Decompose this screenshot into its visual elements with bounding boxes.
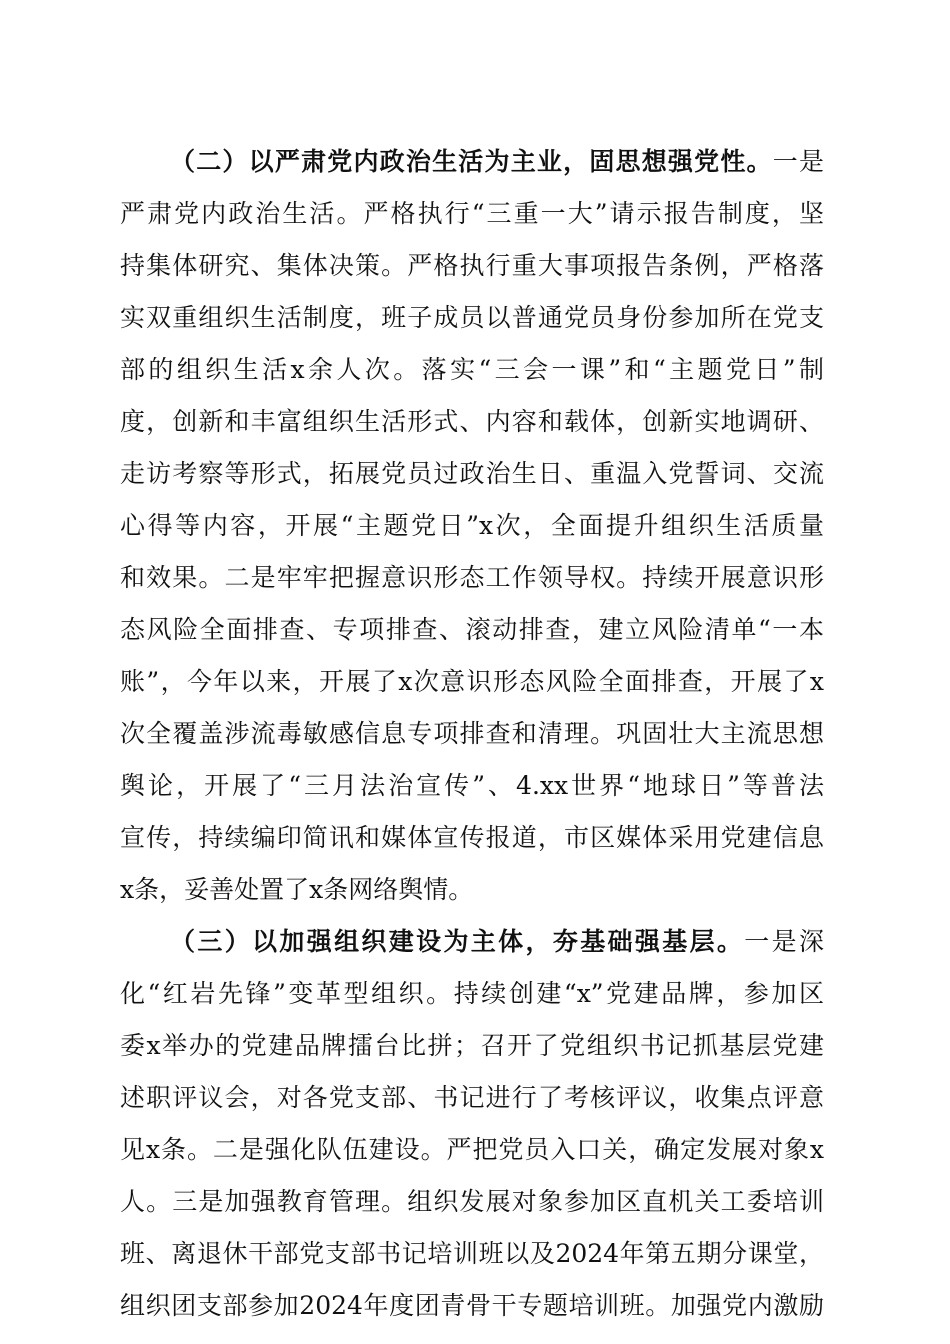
- paragraph-2-line-4: 实双重组织生活制度，班子成员以普通党员身份参加所在党支: [120, 303, 824, 332]
- paragraph-2-line-9: 和效果。二是牢牢把握意识形态工作领导权。持续开展意识形: [120, 563, 824, 592]
- paragraph-2-line-12: 次全覆盖涉流毒敏感信息专项排查和清理。巩固壮大主流思想: [120, 719, 824, 748]
- paragraph-3-heading: （三）以加强组织建设为主体，夯基础强基层。: [170, 927, 745, 956]
- paragraph-2-line-10: 态风险全面排查、专项排查、滚动排查，建立风险清单“一本: [120, 615, 824, 644]
- paragraph-2-line-6: 度，创新和丰富组织生活形式、内容和载体，创新实地调研、: [120, 407, 824, 436]
- paragraph-2-line-15: x条，妥善处置了x条网络舆情。: [120, 875, 474, 904]
- paragraph-3-line-7: 班、离退休干部党支部书记培训班以及2024年第五期分课堂，: [120, 1239, 824, 1268]
- paragraph-3-line-1: （三）以加强组织建设为主体，夯基础强基层。一是深: [170, 927, 824, 956]
- paragraph-3-line-3: 委x举办的党建品牌擂台比拼；召开了党组织书记抓基层党建: [120, 1031, 824, 1060]
- paragraph-3-line-5: 见x条。二是强化队伍建设。严把党员入口关，确定发展对象x: [120, 1135, 824, 1164]
- paragraph-3-line-4: 述职评议会，对各党支部、书记进行了考核评议，收集点评意: [120, 1083, 824, 1112]
- paragraph-2-line-13: 舆论，开展了“三月法治宣传”、4.xx世界“地球日”等普法: [120, 771, 824, 800]
- paragraph-2-line-8: 心得等内容，开展“主题党日”x次，全面提升组织生活质量: [120, 511, 824, 540]
- paragraph-2-line-14: 宣传，持续编印简讯和媒体宣传报道，市区媒体采用党建信息: [120, 823, 824, 852]
- paragraph-2-line-11: 账”，今年以来，开展了x次意识形态风险全面排查，开展了x: [120, 667, 824, 696]
- paragraph-3-line-2: 化“红岩先锋”变革型组织。持续创建“x”党建品牌，参加区: [120, 979, 824, 1008]
- paragraph-2-line-2: 严肃党内政治生活。严格执行“三重一大”请示报告制度，坚: [120, 199, 824, 228]
- paragraph-2-line-5: 部的组织生活x余人次。落实“三会一课”和“主题党日”制: [120, 355, 824, 384]
- paragraph-2-line-3: 持集体研究、集体决策。严格执行重大事项报告条例，严格落: [120, 251, 824, 280]
- paragraph-3-line-6: 人。三是加强教育管理。组织发展对象参加区直机关工委培训: [120, 1187, 824, 1216]
- paragraph-2-line-7: 走访考察等形式，拓展党员过政治生日、重温入党誓词、交流: [120, 459, 824, 488]
- paragraph-2-heading: （二）以严肃党内政治生活为主业，固思想强党性。: [170, 147, 773, 176]
- paragraph-2-line-1: （二）以严肃党内政治生活为主业，固思想强党性。一是: [170, 147, 824, 176]
- paragraph-3-line-8: 组织团支部参加2024年度团青骨干专题培训班。加强党内激励: [120, 1291, 824, 1320]
